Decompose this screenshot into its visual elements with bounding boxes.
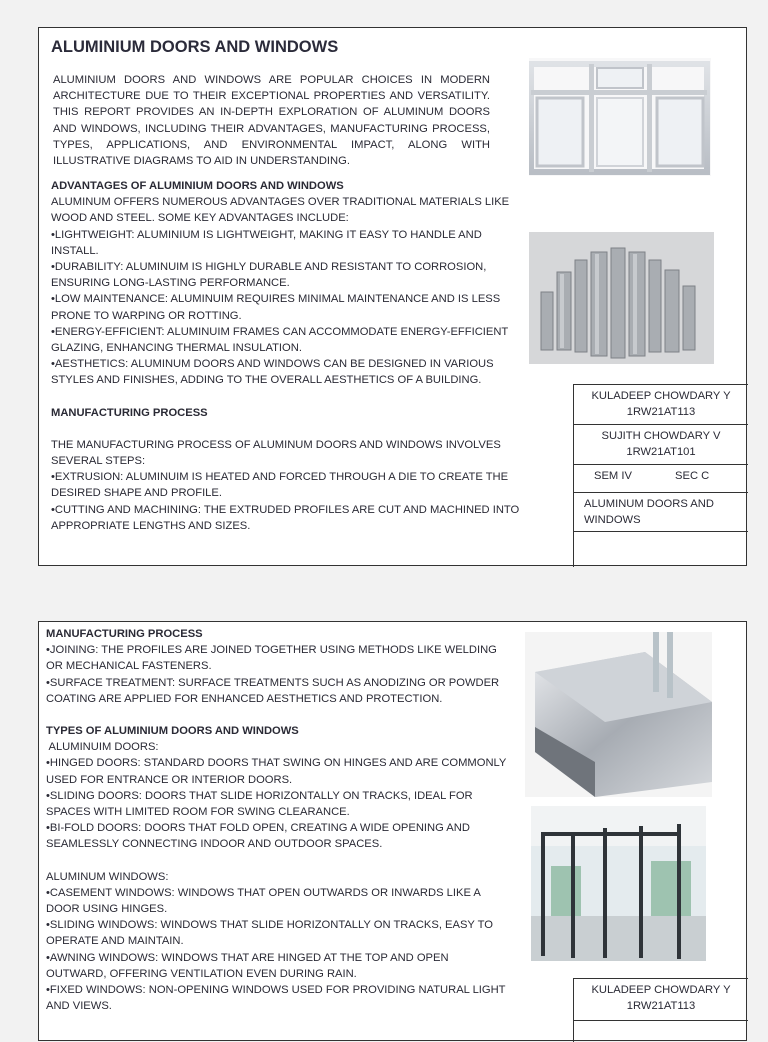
windows-line: •FIXED WINDOWS: NON-OPENING WINDOWS USED FOR PROVIDING NATURAL LIGHT AND VIEWS. — [46, 984, 506, 1013]
types-heading: TYPES OF ALUMINIUM DOORS AND WINDOWS — [46, 725, 299, 738]
empty-cell — [574, 531, 748, 566]
advantages-line: •DURABILITY: ALUMINUIM IS HIGHLY DURABLE AND RESISTANT TO CORROSION, ENSURING LONG-LASTING PERFORMANCE. — [51, 261, 487, 290]
advantages-line: •ENERGY-EFFICIENT: ALUMINUIM FRAMES CAN ACCOMMODATE ENERGY-EFFICIENT GLAZING, ENHANCING THERMAL INSULATION. — [51, 325, 509, 355]
manufacturing-line: •CUTTING AND MACHINING: THE EXTRUDED PROFILES ARE CUT AND MACHINED INTO APPROPRIATE LENGTHS AND SIZES. — [51, 503, 520, 532]
intro-paragraph: ALUMINIUM DOORS AND WINDOWS ARE POPULAR CHOICES IN MODERN ARCHITECTURE DUE TO THEIR EXCEPTIONAL PROPERTIES AND VERSATILITY. THIS REPORT PROVIDES AN IN-DEPTH EXPLORATION OF ALUMINUM DOORS AND WINDOWS, INCLUDING THEIR ADVANTAGES, MANUFACTURING PROCESS, TYPES, APPLICATIONS, AND ENVIRONMENTAL IMPACT, ALONG WITH ILLUSTRATIVE DIAGRAMS TO AID IN UNDERSTANDING. — [53, 74, 490, 168]
info-box — [573, 978, 748, 1042]
advantages-line: •LIGHTWEIGHT: ALUMINIUM IS LIGHTWEIGHT, MAKING IT EASY TO HANDLE AND INSTALL. — [51, 228, 482, 257]
topic-cell: ALUMINUM DOORS AND WINDOWS — [574, 492, 748, 531]
windows-line: •AWNING WINDOWS: WINDOWS THAT ARE HINGED AT THE TOP AND OPEN OUTWARD, OFFERING VENTILATION EVEN DURING RAIN. — [46, 951, 449, 980]
student-1-id: 1RW21AT113 — [626, 405, 696, 418]
advantages-line: •AESTHETICS: ALUMINUM DOORS AND WINDOWS CAN BE DESIGNED IN VARIOUS STYLES AND FINISHES, ADDING TO THE OVERALL AESTHETICS OF A BUILDING. — [51, 358, 494, 387]
empty-cell — [574, 1020, 748, 1042]
manufacturing-line: •SURFACE TREATMENT: SURFACE TREATMENTS SUCH AS ANODIZING OR POWDER COATING ARE APPLIED FOR ENHANCED AESTHETICS AND PROTECTION. — [46, 676, 500, 705]
student-2-name: SUJITH CHOWDARY V — [601, 430, 721, 442]
document-title: ALUMINIUM DOORS AND WINDOWS — [51, 38, 339, 56]
advantages-heading: ADVANTAGES OF ALUMINIUM DOORS AND WINDOWS — [51, 180, 344, 192]
aluminium-profiles-image — [529, 232, 714, 364]
advantages-line: ALUMINUM OFFERS NUMEROUS ADVANTAGES OVER TRADITIONAL MATERIALS LIKE WOOD AND STEEL. SOME KEY ADVANTAGES INCLUDE: — [51, 196, 510, 225]
manufacturing-line: •EXTRUSION: ALUMINUIM IS HEATED AND FORCED THROUGH A DIE TO CREATE THE DESIRED SHAPE AND PROFILE. — [51, 471, 509, 500]
windows-heading: ALUMINUM WINDOWS: — [46, 870, 169, 883]
doors-line: •HINGED DOORS: STANDARD DOORS THAT SWING ON HINGES AND ARE COMMONLY USED FOR ENTRANCE OR INTERIOR DOORS. — [46, 757, 507, 786]
student-1-cell — [574, 384, 748, 424]
student-1-cell — [574, 978, 748, 1020]
semester-label: SEM IV — [594, 470, 632, 482]
doors-heading: ALUMINUIM DOORS: — [46, 741, 159, 754]
doors-line: •SLIDING DOORS: DOORS THAT SLIDE HORIZONTALLY ON TRACKS, IDEAL FOR SPACES WITH LIMITED ROOM FOR SWING CLEARANCE. — [46, 789, 473, 819]
student-1-name: KULADEEP CHOWDARY Y — [591, 984, 731, 996]
semester-cell — [574, 464, 748, 492]
manufacturing-heading: MANUFACTURING PROCESS — [46, 628, 203, 640]
window-frame-image — [529, 58, 711, 176]
windows-line: •CASEMENT WINDOWS: WINDOWS THAT OPEN OUTWARDS OR INWARDS LIKE A DOOR USING HINGES. — [46, 886, 481, 916]
manufacturing-line: •JOINING: THE PROFILES ARE JOINED TOGETHER USING METHODS LIKE WELDING OR MECHANICAL FASTENERS. — [46, 644, 497, 673]
manufacturing-line: THE MANUFACTURING PROCESS OF ALUMINUM DOORS AND WINDOWS INVOLVES SEVERAL STEPS: — [51, 438, 501, 468]
advantages-section — [51, 178, 527, 534]
manufacturing-heading: MANUFACTURING PROCESS — [51, 406, 208, 419]
info-box — [573, 384, 748, 567]
page-2-text — [46, 626, 508, 1014]
page-2 — [38, 621, 747, 1041]
student-1-id: 1RW21AT113 — [626, 999, 696, 1012]
sliding-profile-image — [525, 632, 712, 797]
windows-line: •SLIDING WINDOWS: WINDOWS THAT SLIDE HORIZONTALLY ON TRACKS, EASY TO OPERATE AND MAINTAIN. — [46, 919, 493, 948]
student-2-id: 1RW21AT101 — [626, 445, 696, 458]
sliding-doors-image — [531, 806, 706, 961]
doors-line: •BI-FOLD DOORS: DOORS THAT FOLD OPEN, CREATING A WIDE OPENING AND SEAMLESSLY CONNECTING INDOOR AND OUTDOOR SPACES. — [46, 822, 470, 851]
page-1 — [38, 27, 747, 566]
section-label: SEC C — [675, 470, 710, 482]
student-1-name: KULADEEP CHOWDARY Y — [591, 390, 731, 402]
advantages-line: •LOW MAINTENANCE: ALUMINUIM REQUIRES MINIMAL MAINTENANCE AND IS LESS PRONE TO WARPING OR ROTTING. — [51, 293, 501, 322]
student-2-cell — [574, 424, 748, 464]
